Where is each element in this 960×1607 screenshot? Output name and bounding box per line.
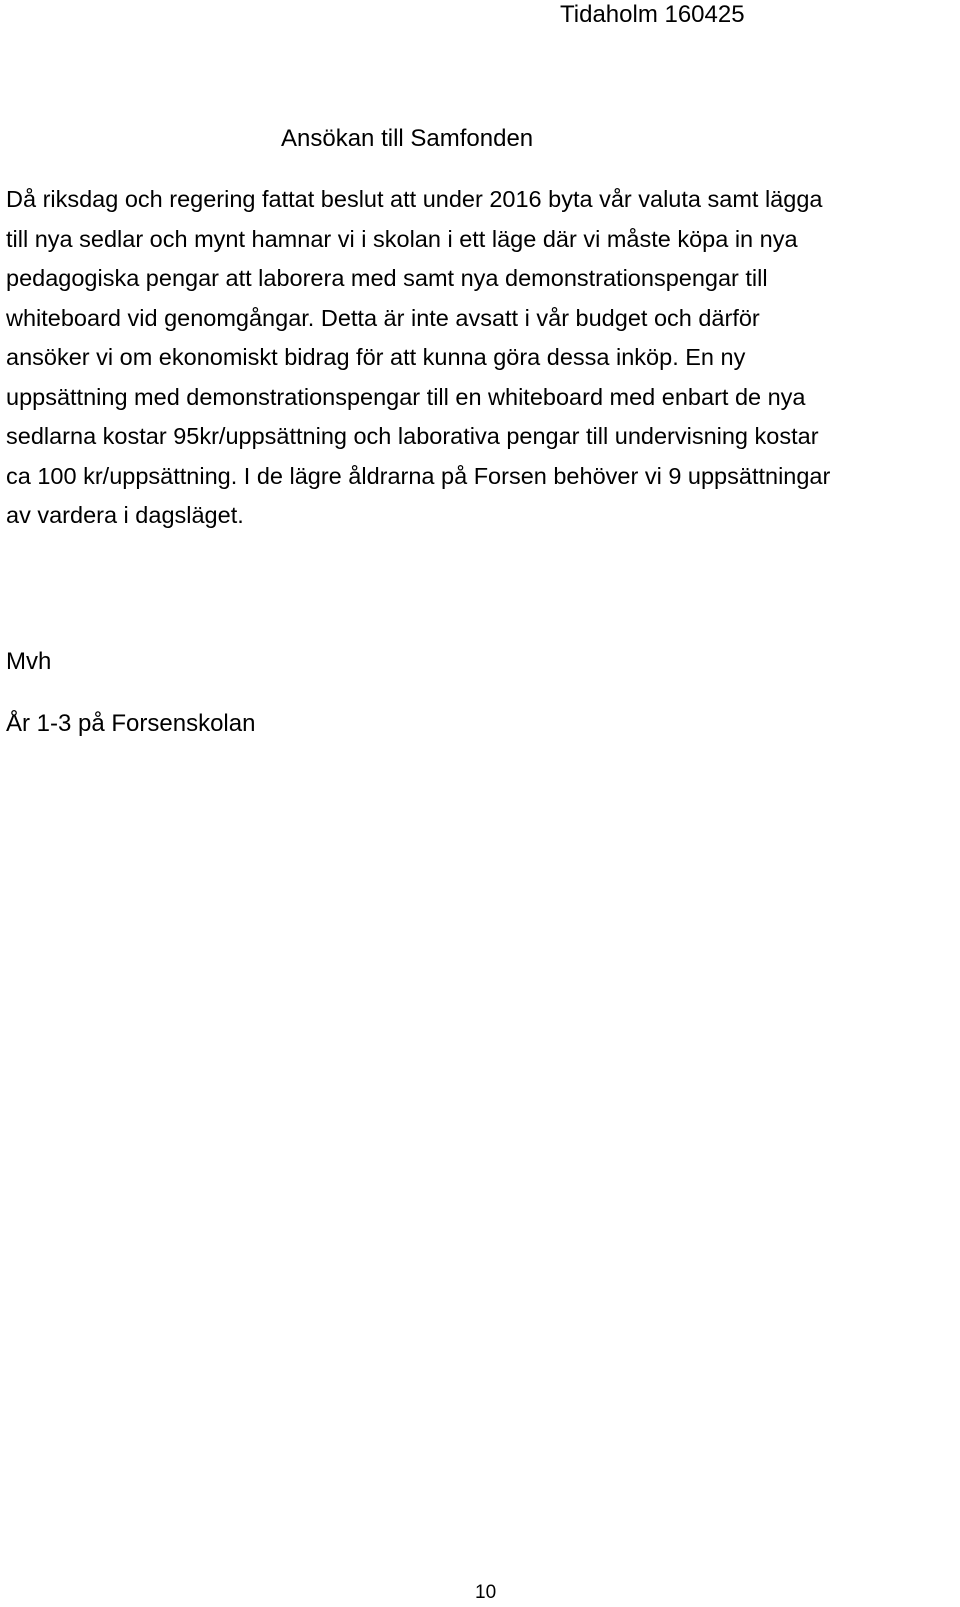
body-line-1: Då riksdag och regering fattat beslut att under 2016 byta vår valuta samt lägga (6, 186, 823, 212)
application-body (6, 180, 956, 536)
body-line-9: av vardera i dagsläget. (6, 502, 244, 528)
body-line-7: sedlarna kostar 95kr/uppsättning och laborativa pengar till undervisning kostar (6, 423, 819, 449)
signature: År 1-3 på Forsenskolan (6, 710, 256, 737)
page-number: 10 (475, 1582, 497, 1603)
body-line-6: uppsättning med demonstrationspengar till en whiteboard med enbart de nya (6, 383, 806, 410)
document-title: Ansökan till Samfonden (281, 125, 534, 152)
body-line-5: ansöker vi om ekonomiskt bidrag för att kunna göra dessa inköp. En ny (6, 344, 746, 370)
body-line-3: pedagogiska pengar att laborera med samt nya demonstrationspengar till (6, 265, 768, 291)
body-line-8: ca 100 kr/uppsättning. I de lägre åldrarna på Forsen behöver vi 9 uppsättningar (6, 462, 831, 489)
closing-greeting: Mvh (6, 648, 52, 675)
body-line-4: whiteboard vid genomgångar. Detta är inte avsatt i vår budget och därför (6, 304, 760, 331)
place-and-date: Tidaholm 160425 (560, 1, 745, 28)
body-line-2: till nya sedlar och mynt hamnar vi i skolan i ett läge där vi måste köpa in nya (6, 225, 798, 252)
